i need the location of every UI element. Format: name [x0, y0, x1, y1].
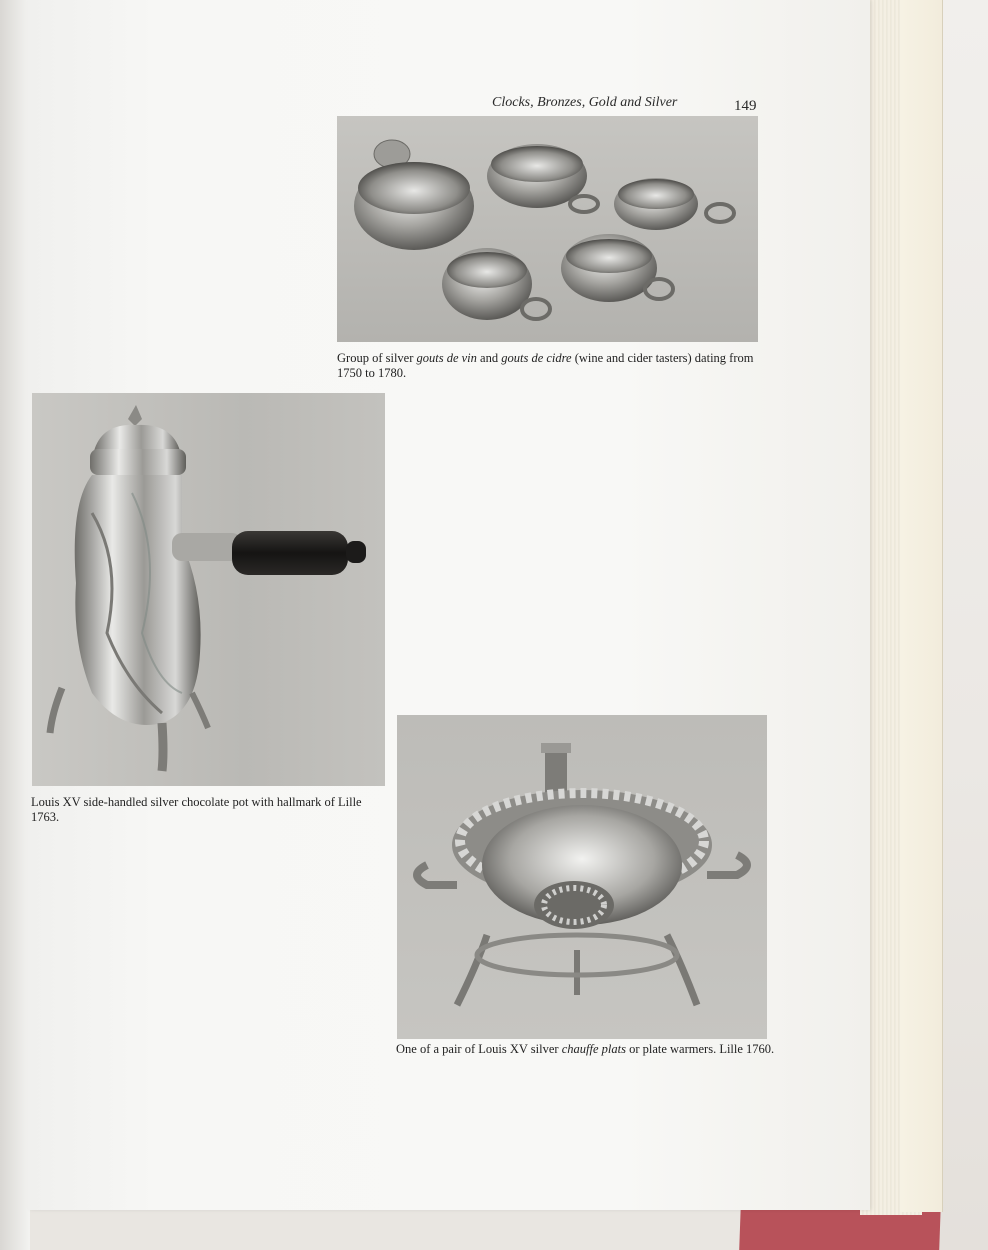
photo-wine-tasters [337, 116, 758, 342]
running-head: Clocks, Bronzes, Gold and Silver [492, 95, 678, 110]
photo-plate-warmer [397, 715, 767, 1039]
page-number: 149 [734, 98, 757, 114]
photo-chocolate-pot [32, 393, 385, 786]
caption-plate-warmer: One of a pair of Louis XV silver chauffe plats or plate warmers. Lille 1760. [396, 1042, 775, 1056]
caption-wine-tasters: Group of silver gouts de vin and gouts de cidre (wine and cider tasters) dating from 1750 to 1780. [337, 351, 754, 380]
dust-jacket-flap [900, 0, 943, 1212]
caption-chocolate-pot: Louis XV side-handled silver chocolate pot with hallmark of Lille 1763. [31, 795, 362, 824]
previous-page-edge [0, 0, 30, 1250]
